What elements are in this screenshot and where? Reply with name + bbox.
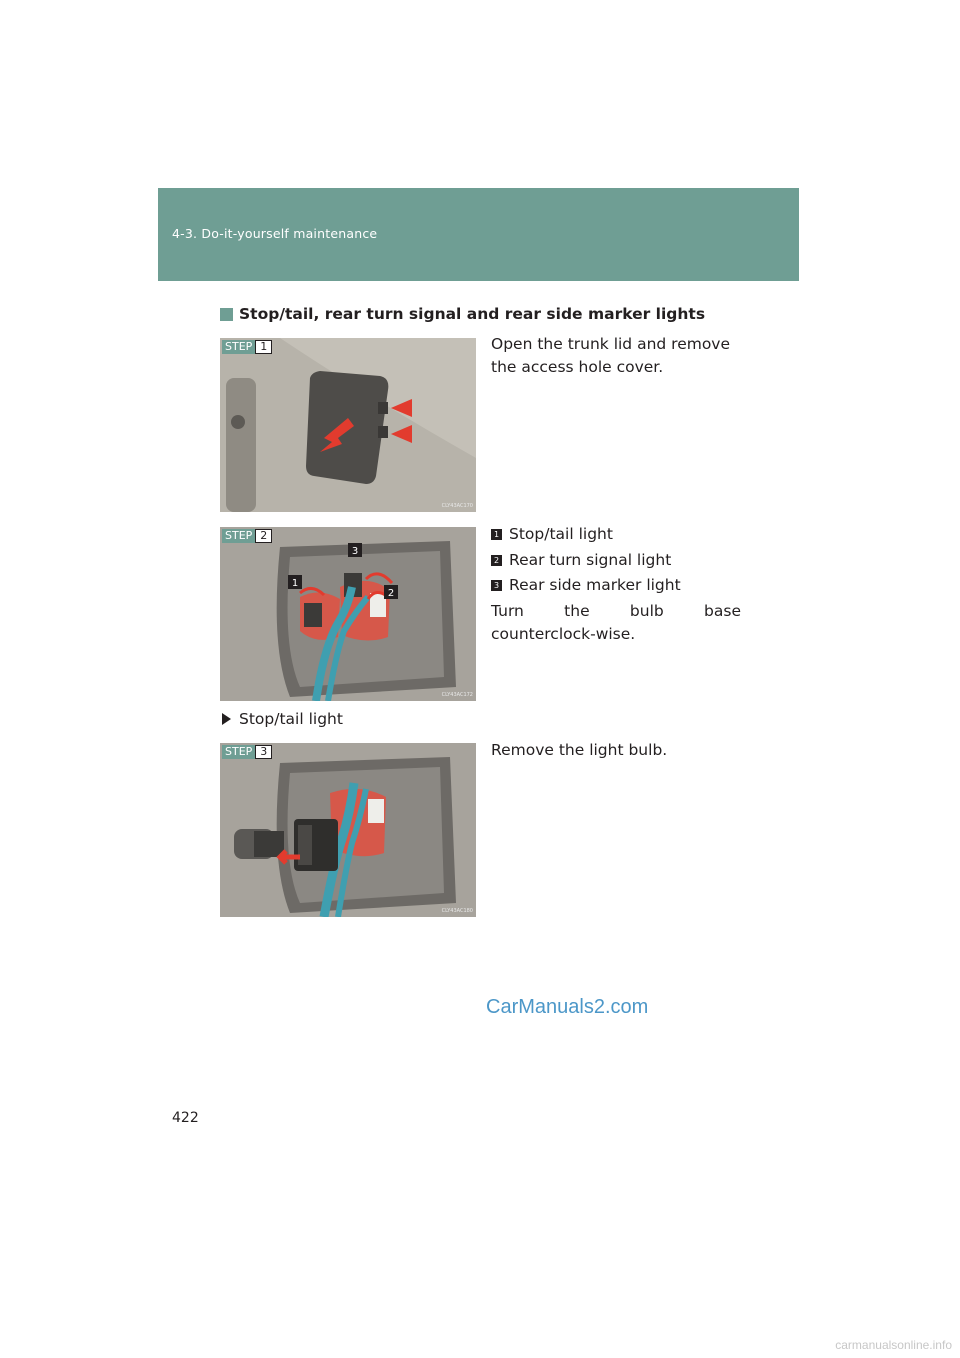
number-1-icon: 1 — [491, 529, 502, 540]
svg-text:1: 1 — [291, 578, 299, 589]
trunk-cover-illustration — [220, 338, 476, 512]
bulb-sockets-illustration — [220, 527, 476, 701]
number-2-icon: 2 — [491, 555, 502, 566]
step2-photo — [220, 527, 476, 701]
step3-photo — [220, 743, 476, 917]
watermark-link[interactable]: CarManuals2.com — [486, 996, 649, 1018]
bullet-triangle-icon — [222, 713, 231, 725]
legend-item-1: 1 Stop/tail light — [491, 525, 613, 543]
step2-badge: STEP 2 — [222, 529, 272, 543]
footer-watermark: carmanualsonline.info — [835, 1338, 952, 1352]
legend-item-3: 3 Rear side marker light — [491, 576, 681, 594]
svg-text:3: 3 — [351, 546, 359, 557]
heading-text: Stop/tail, rear turn signal and rear side marker lights — [239, 305, 706, 323]
section-heading — [220, 305, 705, 323]
step3-text: Remove the light bulb. — [491, 741, 668, 759]
legend-item-2: 2 Rear turn signal light — [491, 551, 671, 569]
step1-text: Open the trunk lid and remove the access hole cover. — [491, 335, 731, 376]
step2-image-code: CLY43AC172 — [441, 692, 473, 698]
svg-text:2: 2 — [387, 588, 395, 599]
step3-image-code: CLY43AC180 — [441, 908, 473, 914]
step1-photo — [220, 338, 476, 512]
section-title: 4-3. Do-it-yourself maintenance — [172, 226, 378, 241]
step3-badge: STEP 3 — [222, 745, 272, 759]
page-number: 422 — [172, 1110, 199, 1126]
heading-square-icon — [220, 308, 233, 321]
number-3-icon: 3 — [491, 580, 502, 591]
sub-item-heading: Stop/tail light — [222, 710, 343, 728]
bulb-removal-illustration — [220, 743, 476, 917]
step1-image-code: CLY43AC170 — [441, 503, 473, 509]
step2-text: Turn the bulb base counterclock-wise. — [491, 602, 741, 643]
step1-badge: STEP 1 — [222, 340, 272, 354]
